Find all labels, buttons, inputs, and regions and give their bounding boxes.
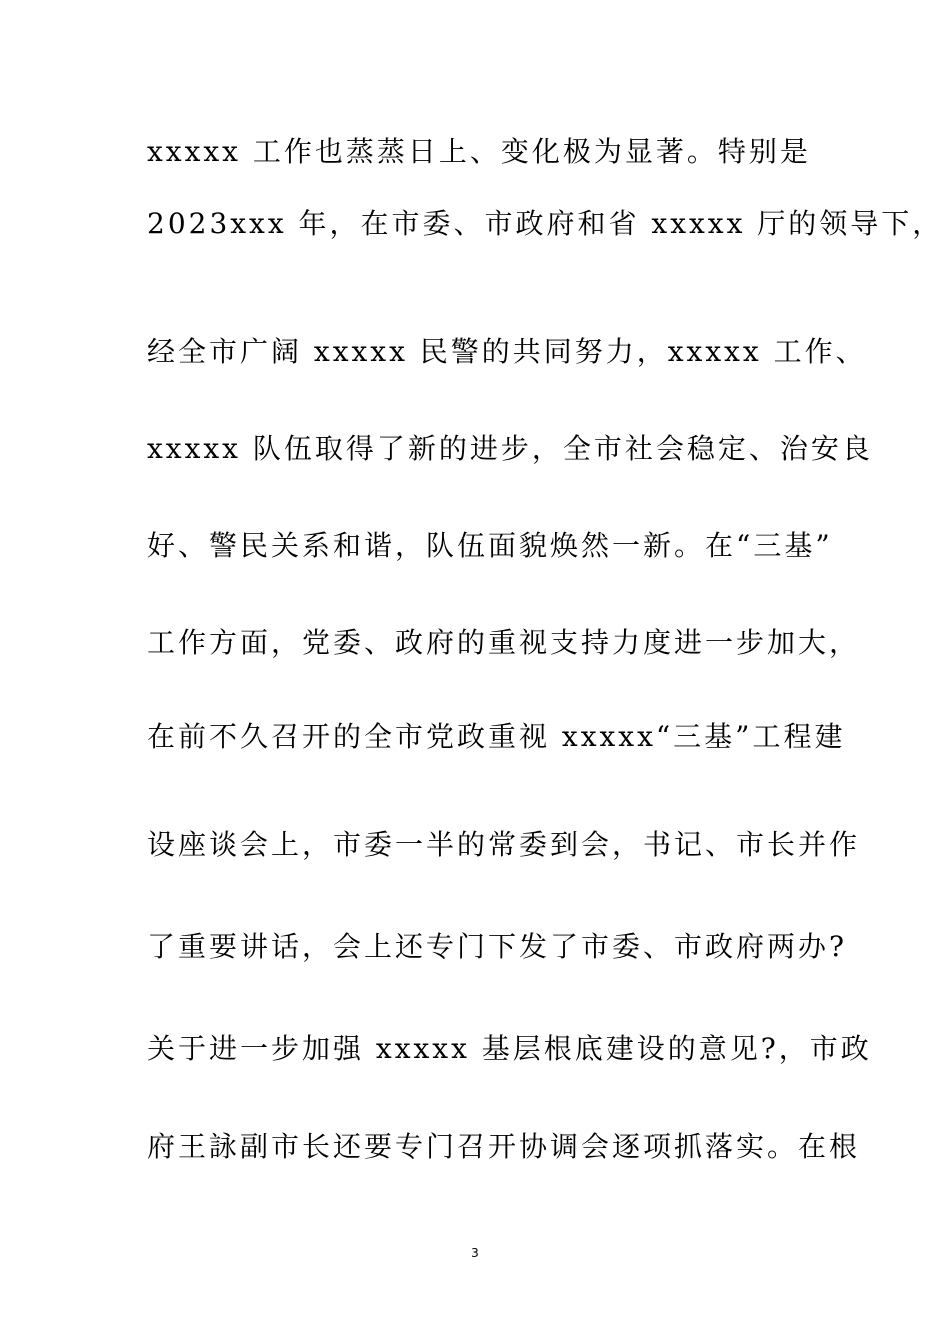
- text-line: 工作方面，党委、政府的重视支持力度进一步加大，: [147, 626, 861, 659]
- text-line: xxxxx 工作也蒸蒸日上、变化极为显著。特别是: [147, 135, 811, 168]
- text-line: 了重要讲话，会上还专门下发了市委、市政府两办?: [147, 930, 848, 963]
- page-number: 3: [471, 1246, 479, 1260]
- text-line: 经全市广阔 xxxxx 民警的共同努力，xxxxx 工作、: [147, 335, 867, 368]
- text-line: 在前不久召开的全市党政重视 xxxxx“三基”工程建: [147, 720, 846, 753]
- text-line: 好、警民关系和谐，队伍面貌焕然一新。在“三基”: [147, 529, 833, 562]
- text-line: 关于进一步加强 xxxxx 基层根底建设的意见?，市政: [147, 1032, 872, 1065]
- text-line: 府王詠副市长还要专门召开协调会逐项抓落实。在根: [147, 1130, 861, 1163]
- text-line: xxxxx 队伍取得了新的进步，全市社会稳定、治安良: [147, 432, 873, 465]
- text-line: 设座谈会上，市委一半的常委到会，书记、市长并作: [147, 828, 861, 861]
- text-line: 2023xxx 年，在市委、市政府和省 xxxxx 厅的领导下，: [147, 207, 944, 240]
